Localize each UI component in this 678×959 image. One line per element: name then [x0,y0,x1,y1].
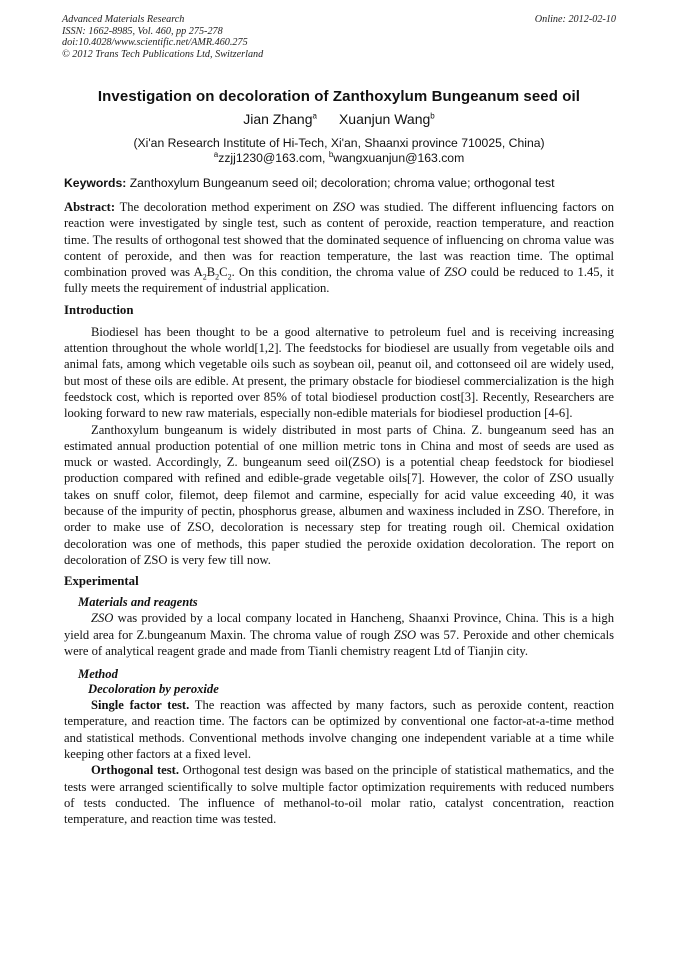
abstract-subscript: 2 [202,272,207,282]
email-address: zzjj1230@163.com, [218,151,326,165]
abstract-text: The decoloration method experiment on [119,200,328,214]
abstract-zso: ZSO [444,265,467,280]
journal-name: Advanced Materials Research [62,14,185,25]
method-heading: Method [78,667,118,682]
experimental-heading: Experimental [64,574,139,589]
introduction-paragraph: Zanthoxylum bungeanum is widely distributed in most parts of China. Z. bungeanum seed has an estimated annual production potential of one million metric tons in China and most of seeds are used as muck or wasted. Accordingly, Z. bungeanum seed oil(ZSO) is a potential cheap feedstock for biodiesel production compared with refined and edible-grade vegetable oils[7]. However, the color of ZSO usually takes on snuff color, filemot, deep filemot and carmine, especially for acid value exceeding 40, it was because of the impurity of pectin, phosphorus grease, albumen and waxiness included in ZSO. Therefore, in order to make use of ZSO, decoloration is necessary step for treating rough oil. Chemical oxidation decoloration was one of methods, this paper studied the peroxide oxidation decoloration. The report on decoloration of ZSO is very few till now. [64,422,614,567]
abstract-text: C [219,265,228,280]
orthogonal-label: Orthogonal test. [91,763,179,778]
abstract-text: could be reduced to 1.45, it fully meets the requirement of industrial application. [64,265,614,296]
page-header [62,14,616,60]
abstract-text: . On this condition, the chroma value of [231,265,440,280]
affiliation: (Xi'an Research Institute of Hi-Tech, Xi'an, Shaanxi province 710025, China) [133,136,545,150]
single-factor-label: Single factor test. [91,698,190,713]
author-mark: b [430,111,435,121]
abstract-label: Abstract: [64,200,116,214]
email-line [64,151,614,166]
introduction-heading: Introduction [64,302,134,317]
email-address: wangxuanjun@163.com [333,151,465,165]
keywords [64,176,614,190]
author-mark: a [312,111,317,121]
single-factor-paragraph [64,697,614,762]
author-list [64,111,614,127]
issn-line: ISSN: 1662-8985, Vol. 460, pp 275-278 [62,25,223,37]
materials-paragraph [64,610,614,659]
author-name: Xuanjun Wang [338,111,431,127]
journal-info [62,14,616,60]
abstract-subscript: 2 [227,272,232,282]
paper-title: Investigation on decoloration of Zanthoxylum Bungeanum seed oil [97,88,581,105]
decoloration-heading: Decoloration by peroxide [88,682,219,697]
email-mark: b [328,149,334,159]
materials-zso: ZSO [393,627,417,642]
abstract-text: B [206,265,216,280]
doi-line: doi:10.4028/www.scientific.net/AMR.460.275 [62,37,248,49]
abstract-zso: ZSO [332,200,356,214]
abstract-subscript: 2 [215,272,220,282]
abstract [64,199,614,297]
copyright-line: © 2012 Trans Tech Publications Ltd, Switzerland [62,48,264,60]
email-mark: a [213,149,219,159]
paper-body [64,88,614,828]
keywords-label: Keywords: [64,176,127,190]
introduction-paragraph: Biodiesel has been thought to be a good alternative to petroleum fuel and is receiving increasing attention throughout the whole world[1,2]. The feedstocks for biodiesel are usually from vegetable oils and animal fats, among which vegetable oils such as soybean oil, peanut oil, and cottonseed oil are widely used, but most of these oils are edible. At present, the primary obstacle for biodiesel commercialization is the high feedstock cost, which is reported over 85% of total biodiesel production cost[3]. Recently, Researchers are looking forward to new raw materials, especially non-edible materials for biodiesel production [4-6]. [64,324,614,421]
single-factor-text: The reaction was affected by many factors, such as peroxide content, reaction temperature, and reaction time. The factors can be optimized by conventional one factor-at-a-time method and statistical methods. Conventional methods involve changing one independent variable at a time while keeping other factors at a fixed level. [64,698,614,762]
author-name: Jian Zhang [243,111,313,127]
abstract-text: was studied. The different influencing factors on reaction were investigated by single test, such as content of peroxide, reaction temperature, and reaction time. The results of orthogonal test showed that the dominated sequence of influencing on chroma value was content of peroxide, and then was for reaction temperature, the last was reaction time. The optimal combination proved was A [64,200,615,280]
materials-text: was provided by a local company located in Hancheng, Shaanxi Province, China. This is a high yield area for Z.bungeanum Maxin. The chroma value of rough [64,611,614,642]
materials-heading: Materials and reagents [78,595,198,610]
online-date: Online: 2012-02-10 [534,14,616,25]
orthogonal-paragraph [64,762,614,827]
materials-text: was 57. Peroxide and other chemicals were of analytical reagent grade and made from Tianli chemistry reagent Ltd of Tianjin city. [64,627,615,658]
keywords-text: Zanthoxylum Bungeanum seed oil; decoloration; chroma value; orthogonal test [129,176,555,190]
materials-zso: ZSO [91,611,114,626]
orthogonal-text: Orthogonal test design was based on the principle of statistical mathematics, and the tests were arranged scientifically to solve multiple factor optimization requirements with reduced numbers of tests conducted. The influence of methanol-to-oil molar ratio, catalyst concentration, reaction temperature, and reaction time was tested. [64,763,614,827]
